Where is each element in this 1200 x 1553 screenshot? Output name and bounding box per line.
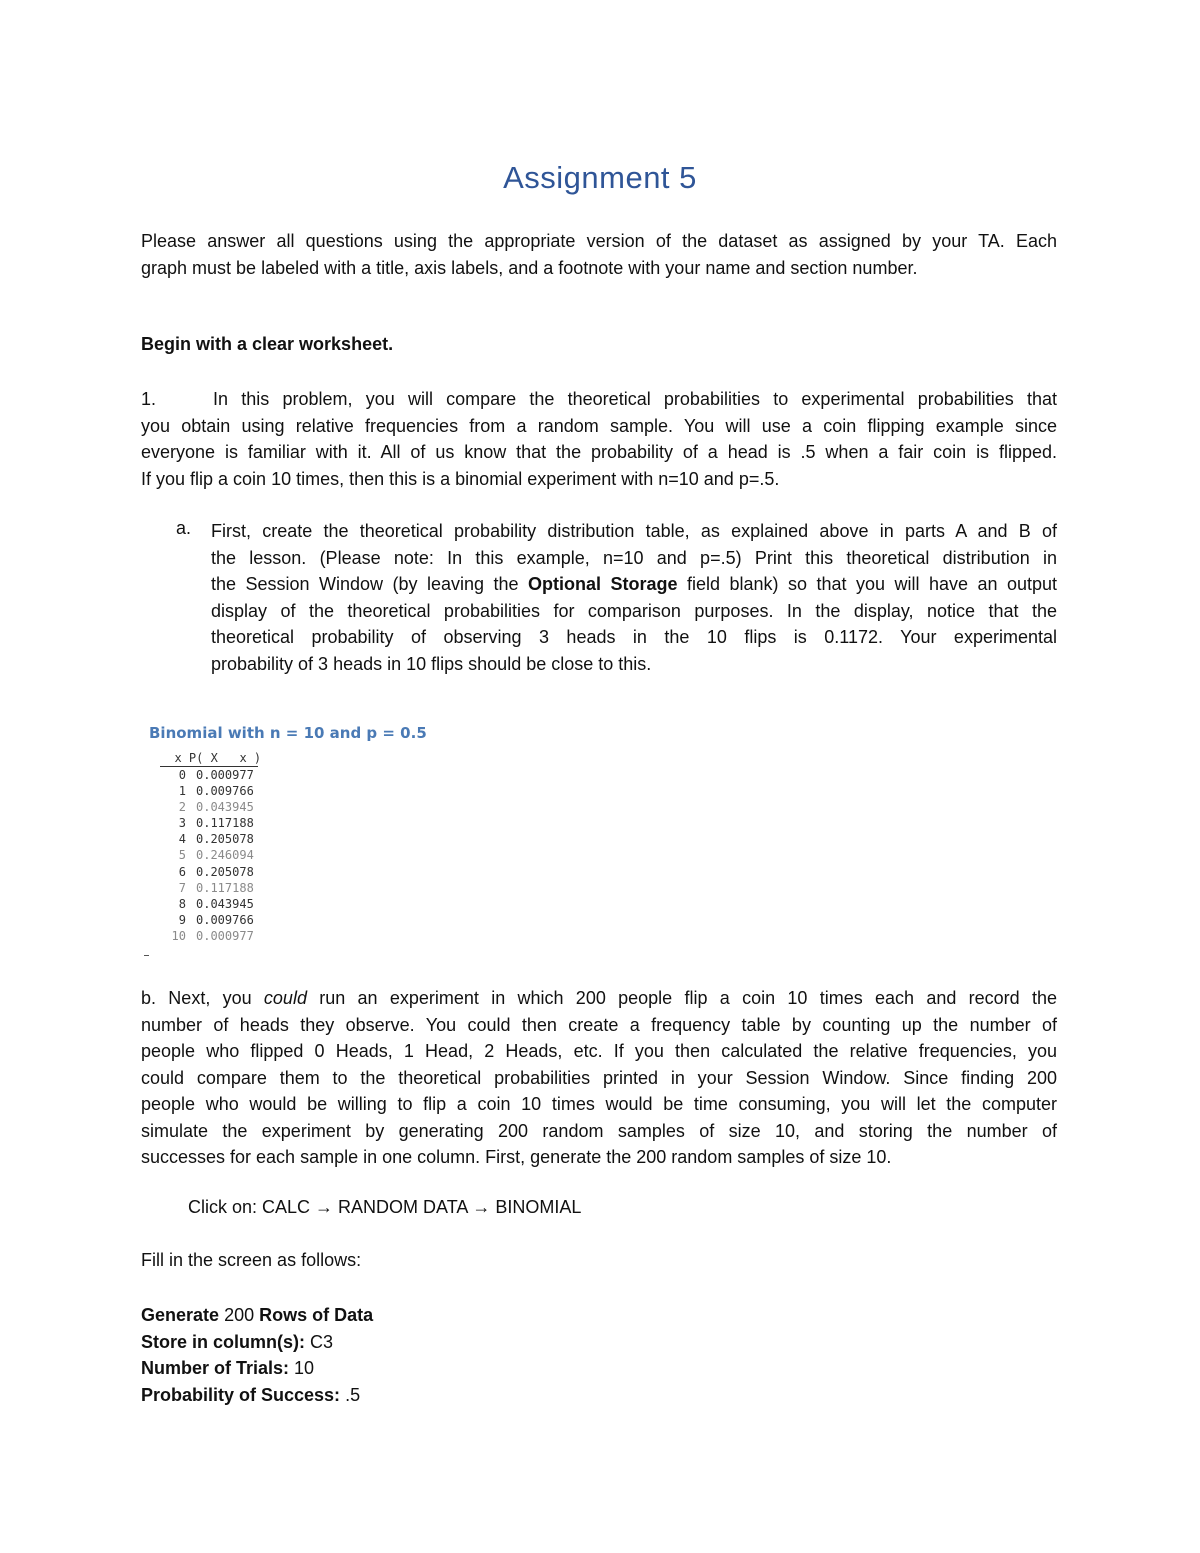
- binomial-output-table: [160, 750, 262, 944]
- binomial-x-value: 4: [178, 832, 186, 847]
- question-1-line: you obtain using relative frequencies from a random sample. You will use a coin flipping example since: [141, 415, 1057, 436]
- binomial-probability-value: 0.205078: [196, 864, 254, 879]
- binomial-probability-value: 0.009766: [196, 912, 254, 927]
- question-a-line: theoretical probability of observing 3 heads in the 10 flips is 0.1172. Your experimental: [211, 627, 1057, 647]
- question-1: [141, 386, 1057, 492]
- setting-store: [141, 1329, 373, 1356]
- binomial-probability-value: 0.246094: [196, 848, 254, 863]
- question-b-text: b. Next, you: [141, 988, 264, 1008]
- setting-value: 10: [294, 1358, 315, 1378]
- section-heading: Begin with a clear worksheet.: [141, 334, 394, 354]
- setting-label: Rows of Data: [259, 1305, 374, 1325]
- intro-line: graph must be labeled with a title, axis labels, and a footnote with your name and section number.: [141, 257, 918, 278]
- intro-line: Please answer all questions using the appropriate version of the dataset as assigned by your TA. Each: [141, 231, 1057, 251]
- dialog-settings: [141, 1302, 373, 1408]
- binomial-probability-value: 0.117188: [196, 816, 254, 831]
- question-b-line: people who flipped 0 Heads, 1 Head, 2 Heads, etc. If you then calculated the relative frequencies, you: [141, 1041, 1057, 1061]
- binomial-x-value: 9: [178, 912, 186, 927]
- binomial-table-row: [160, 912, 258, 928]
- question-a: [211, 518, 1057, 677]
- question-b-text: run an experiment in which 200 people flip a coin 10 times each and record the: [306, 988, 1057, 1008]
- question-a-line: the lesson. (Please note: In this example, n=10 and p=.5) Print this theoretical distribution in: [211, 547, 1057, 568]
- binomial-table-row: [160, 815, 258, 831]
- binomial-x-value: 1: [178, 784, 186, 799]
- question-a-line: probability of 3 heads in 10 flips should be close to this.: [211, 653, 652, 674]
- question-1-number: 1.: [141, 389, 157, 409]
- question-1-line-text: In this problem, you will compare the theoretical probabilities to experimental probabilities that: [213, 389, 1057, 409]
- binomial-table-row: [160, 831, 258, 847]
- binomial-table-row: [160, 783, 258, 799]
- binomial-probability-value: 0.009766: [196, 784, 254, 799]
- question-a-text: the Session Window (by leaving the: [211, 574, 529, 594]
- fill-instruction: Fill in the screen as follows:: [141, 1250, 362, 1270]
- setting-value: .5: [345, 1384, 361, 1405]
- binomial-table-row: [160, 880, 258, 896]
- binomial-x-value: 8: [178, 896, 186, 911]
- binomial-probability-value: 0.117188: [196, 880, 254, 895]
- page-title: Assignment 5: [503, 160, 697, 195]
- setting-label: Probability of Success:: [141, 1384, 341, 1405]
- binomial-x-value: 5: [178, 848, 186, 863]
- question-a-letter: a.: [176, 518, 192, 538]
- question-b-line: [141, 985, 1057, 1012]
- binomial-table-row: [160, 896, 258, 912]
- question-a-line: [211, 571, 1057, 598]
- question-1-line: everyone is familiar with it. All of us know that the probability of a head is .5 when a fair coin is flipped.: [141, 442, 1057, 462]
- divider-mark: [144, 955, 149, 956]
- setting-generate: [141, 1302, 373, 1329]
- binomial-x-value: 0: [178, 768, 186, 782]
- question-a-line: First, create the theoretical probability distribution table, as explained above in parts A and B of: [211, 521, 1057, 541]
- question-b-line: simulate the experiment by generating 200 random samples of size 10, and storing the number of: [141, 1120, 1057, 1141]
- question-1-line: [141, 386, 1057, 413]
- menu-path-instruction: Click on: CALC → RANDOM DATA → BINOMIAL: [188, 1197, 582, 1217]
- question-1-line: If you flip a coin 10 times, then this is a binomial experiment with n=10 and p=.5.: [141, 468, 780, 489]
- binomial-probability-value: 0.205078: [196, 832, 254, 847]
- binomial-x-value: 10: [171, 928, 186, 943]
- setting-value: 200: [224, 1305, 255, 1325]
- setting-label: Number of Trials:: [141, 1358, 290, 1378]
- binomial-table-row: [160, 928, 258, 944]
- optional-storage-term: Optional Storage: [528, 574, 678, 594]
- binomial-table-row: [160, 847, 258, 863]
- binomial-probability-value: 0.000977: [196, 928, 254, 943]
- question-b-line: could compare them to the theoretical probabilities printed in your Session Window. Since finding 200: [141, 1067, 1057, 1088]
- question-a-line: display of the theoretical probabilities for comparison purposes. In the display, notice that the: [211, 600, 1057, 621]
- binomial-x-value: 3: [178, 816, 186, 831]
- binomial-x-value: 2: [178, 800, 186, 815]
- binomial-table-rows: [160, 767, 258, 944]
- question-a-text: field blank) so that you will have an output: [677, 574, 1058, 594]
- setting-trials: [141, 1355, 373, 1382]
- question-b-line: people who would be willing to flip a coin 10 times would be time consuming, you will let the computer: [141, 1094, 1057, 1114]
- binomial-probability-value: 0.043945: [196, 896, 254, 911]
- binomial-table-row: [160, 767, 258, 783]
- binomial-table-header: x P( X x ): [160, 751, 262, 765]
- question-b-line: successes for each sample in one column. First, generate the 200 random samples of size 10.: [141, 1147, 892, 1167]
- setting-label: Store in column(s):: [141, 1331, 306, 1352]
- could-emphasis: could: [263, 988, 307, 1008]
- binomial-output-title: Binomial with n = 10 and p = 0.5: [149, 724, 427, 742]
- binomial-probability-value: 0.043945: [196, 800, 254, 815]
- binomial-probability-value: 0.000977: [196, 768, 254, 782]
- binomial-x-value: 6: [178, 864, 186, 879]
- intro-paragraph: [141, 228, 1057, 281]
- question-b-line: number of heads they observe. You could then create a frequency table by counting up the number of: [141, 1014, 1057, 1035]
- binomial-x-value: 7: [178, 880, 186, 895]
- question-b: [141, 985, 1057, 1171]
- binomial-table-row: [160, 864, 258, 880]
- setting-label: Generate: [141, 1305, 220, 1325]
- binomial-table-row: [160, 799, 258, 815]
- setting-probability: [141, 1382, 373, 1409]
- setting-value: C3: [310, 1331, 334, 1352]
